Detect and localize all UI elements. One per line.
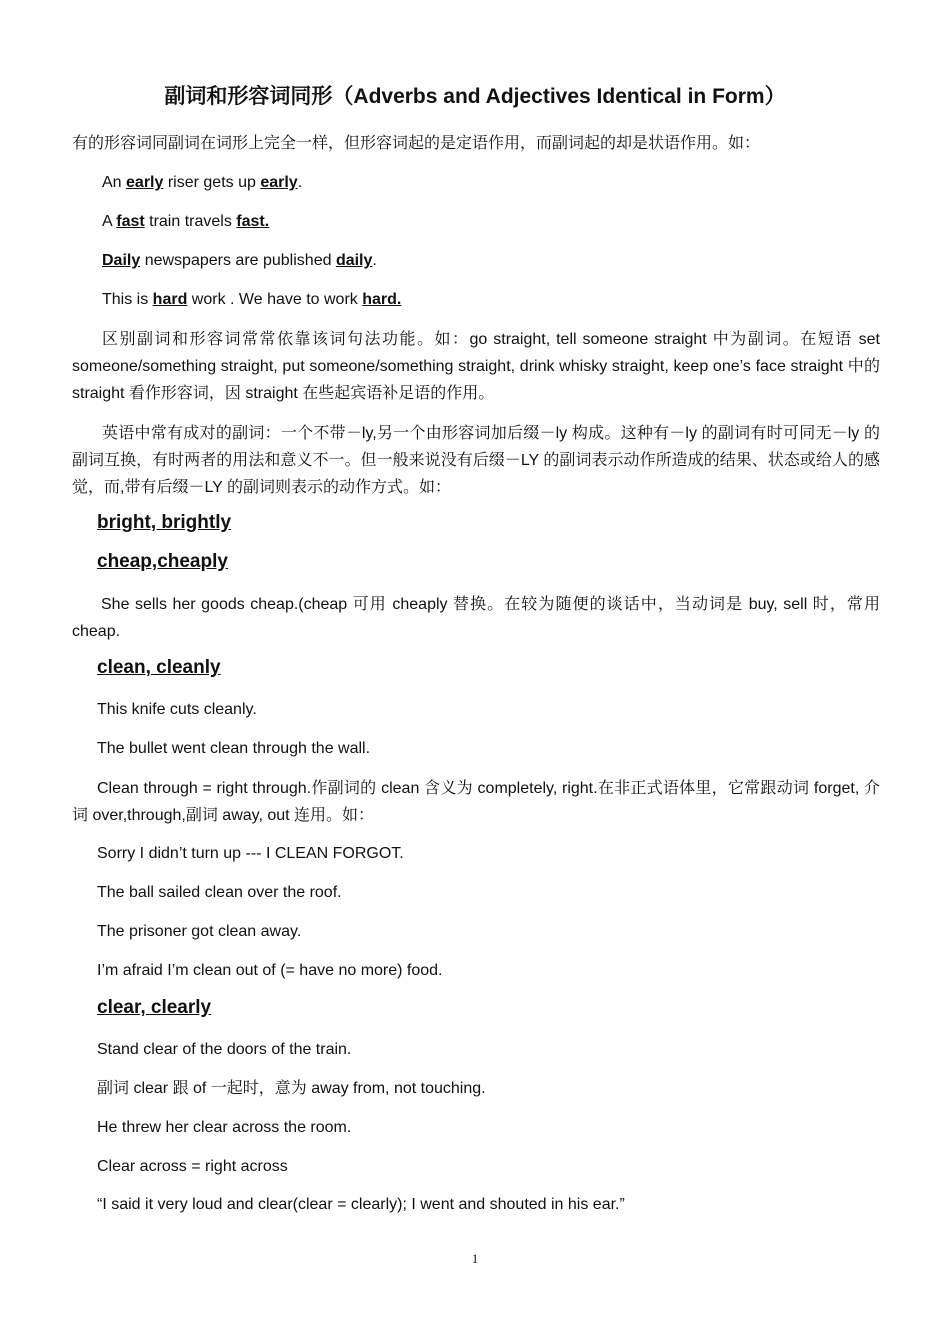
example-keyword: Daily [102,252,141,269]
heading-clear: clear, clearly [97,997,212,1018]
clear-line: He threw her clear across the room. [97,1119,352,1136]
example-keyword: early [126,174,164,191]
example-line [102,173,302,193]
clean-example: The ball sailed clean over the roof. [97,884,342,901]
clear-line: “I said it very loud and clear(clear = clearly); I went and shouted in his ear.” [97,1196,625,1213]
example-line [102,212,269,232]
heading-clean: clean, cleanly [97,657,221,678]
example-keyword: fast [116,213,145,230]
example-keyword: early [260,174,298,191]
page-title: 副词和形容词同形（Adverbs and Adjectives Identical in Form） [164,85,786,108]
example-keyword: daily [335,252,373,269]
clean-paragraph: Clean through = right through.作副词的 clean 含义为 completely, right.在非正式语体里，它常跟动词 forget, 介词 over,through,副词 away, out 连用。如： [72,780,880,824]
clean-line: The bullet went clean through the wall. [97,740,371,757]
example-text: An [102,174,127,191]
example-keyword: hard [152,291,188,308]
example-keyword: fast. [236,213,270,230]
heading-bright: bright, brightly [97,512,232,533]
example-text: This is [102,291,153,308]
clean-example: I’m afraid I’m clean out of (= have no more) food. [97,962,443,979]
example-keyword: hard. [362,291,402,308]
example-text: train travels [144,213,237,230]
example-text: riser gets up [163,174,261,191]
clear-line: 副词 clear 跟 of 一起时，意为 away from, not touching. [97,1080,486,1097]
ly-paragraph: 英语中常有成对的副词：一个不带－ly,另一个由形容词加后缀－ly 构成。这种有－ly 的副词有时可同无－ly 的副词互换，有时两者的用法和意义不一。但一般来说没有后缀－LY 的副词表示动作所造成的结果、状态或给人的感觉，而,带有后缀－LY 的副词则表示的动作方式。如： [72,425,880,496]
clean-example: Sorry I didn’t turn up --- I CLEAN FORGOT. [97,845,404,862]
example-text: A [102,213,117,230]
example-text: work . We have to work [187,291,363,308]
page-number: 1 [471,1251,479,1266]
example-text: newspapers are published [140,252,336,269]
heading-cheap: cheap,cheaply [97,551,228,572]
example-line [102,251,377,271]
example-text: . [297,174,303,191]
example-line [102,290,401,310]
intro-paragraph: 有的形容词同副词在词形上完全一样，但形容词起的是定语作用，而副词起的却是状语作用。如： [72,135,761,152]
cheap-paragraph: She sells her goods cheap.(cheap 可用 cheaply 替换。在较为随便的谈话中，当动词是 buy, sell 时，常用 cheap. [72,596,880,640]
clean-line: This knife cuts cleanly. [97,701,257,718]
straight-paragraph: 区别副词和形容词常常依靠该词句法功能。如：go straight, tell someone straight 中为副词。在短语 set someone/something straight, put someone/something straight, drink whisky straight, keep one’s face straight 中的 straight 看作形容词，因 straight 在些起宾语补足语的作用。 [72,331,880,402]
clean-example: The prisoner got clean away. [97,923,302,940]
clear-line: Stand clear of the doors of the train. [97,1041,352,1058]
clear-line: Clear across = right across [97,1158,288,1175]
example-text: . [372,252,377,269]
